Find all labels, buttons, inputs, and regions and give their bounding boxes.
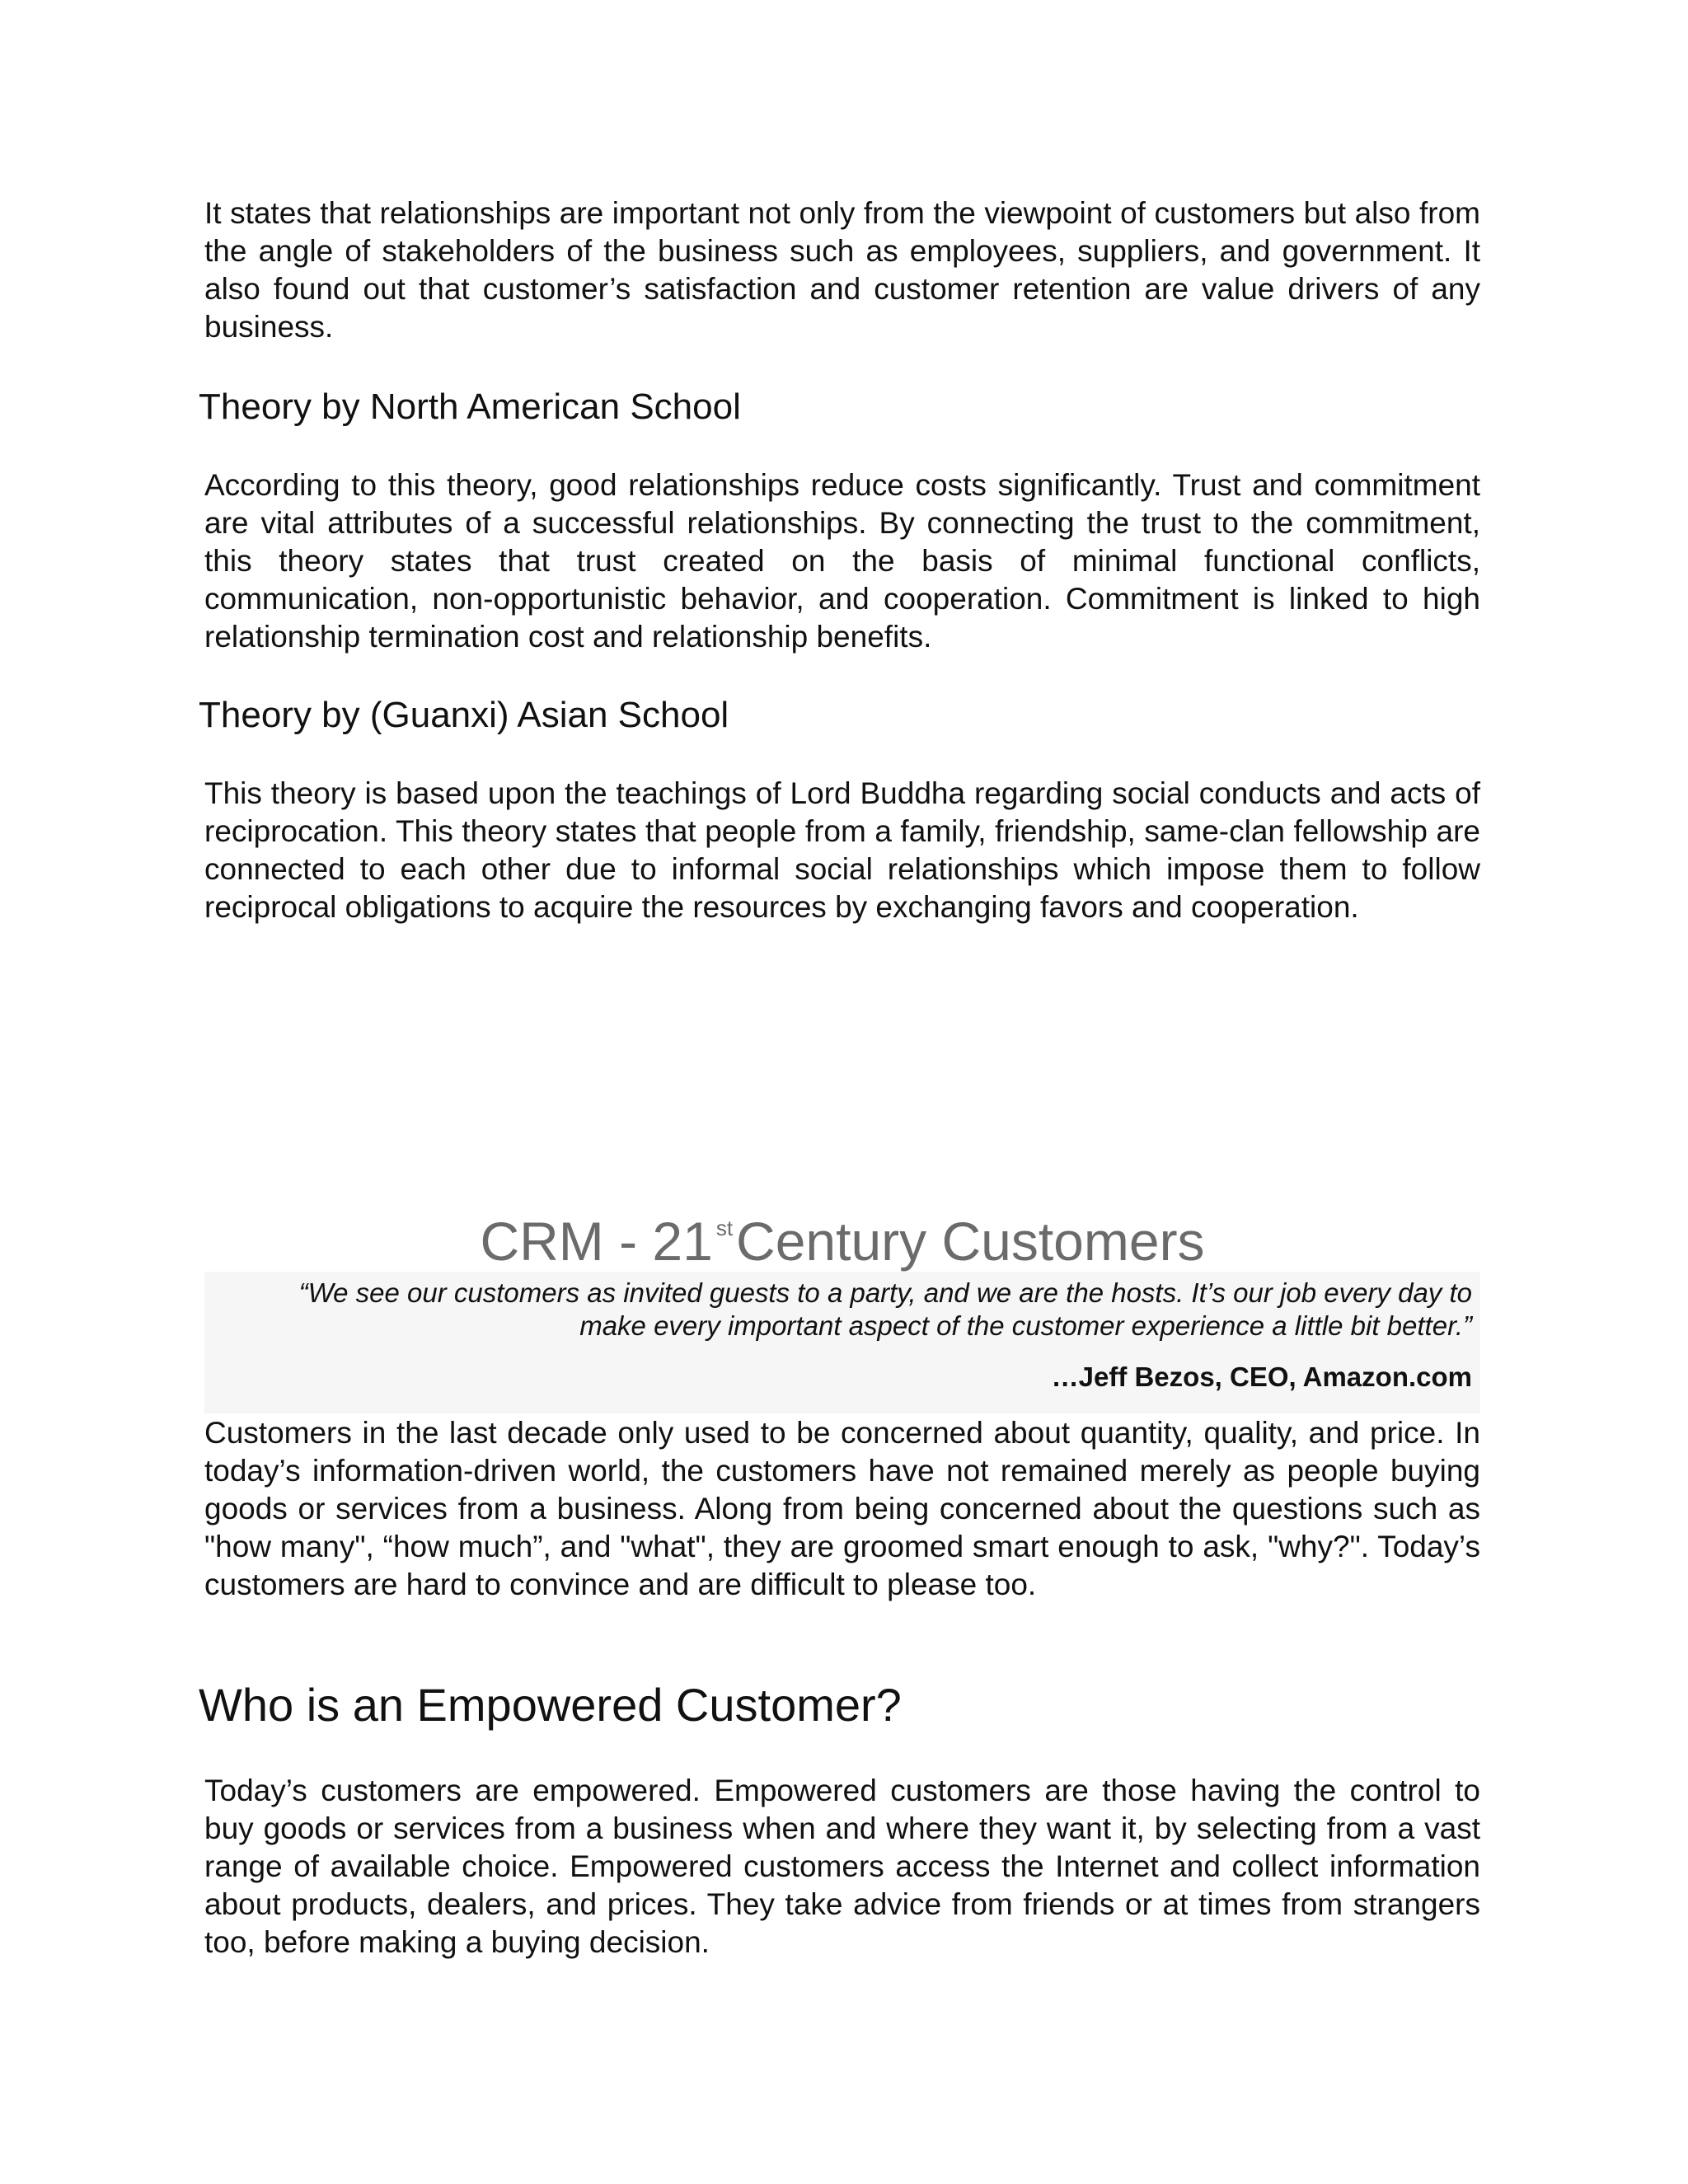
chapter-title-suffix: Century Customers	[736, 1211, 1205, 1272]
empowered-paragraph: Today’s customers are empowered. Empowered customers are those having the control to buy goods or services from a business when and where they want it, by selecting from a vast range of available choice. Empowered customers access the Internet and collect information about products, dealers, and prices. They take advice from friends or at times from strangers too, before making a buying decision.	[204, 1774, 1480, 1959]
quote-author: …Jeff Bezos, CEO, Amazon.com	[1051, 1361, 1472, 1392]
quote-text: “We see our customers as invited guests to a party, and we are the hosts. It’s our job every day to make every important aspect of the customer experience a little bit better.”	[298, 1277, 1472, 1341]
chapter-title-superscript: st	[715, 1216, 734, 1240]
heading-empowered-customer: Who is an Empowered Customer?	[199, 1679, 902, 1731]
customers-paragraph: Customers in the last decade only used to be concerned about quantity, quality, and price. In today’s information-driven world, the customers have not remained merely as people buying goods or services from a business. Along from being concerned about the questions such as "how many", “how much”, and "what", they are groomed smart enough to ask, "why?". Today’s customers are hard to convince and are difficult to please too.	[204, 1416, 1480, 1601]
chapter-title	[204, 1197, 1480, 1272]
heading-asian-school: Theory by (Guanxi) Asian School	[199, 695, 729, 735]
asian-paragraph: This theory is based upon the teachings of Lord Buddha regarding social conducts and acts of reciprocation. This theory states that people from a family, friendship, same-clan fellowship are connected to each other due to informal social relationships which impose them to follow reciprocal obligations to acquire the resources by exchanging favors and cooperation.	[204, 776, 1480, 924]
heading-north-american-school: Theory by North American School	[199, 387, 741, 427]
chapter-title-prefix: CRM - 21	[480, 1211, 713, 1272]
quote-block	[204, 1272, 1480, 1413]
north-american-paragraph: According to this theory, good relationships reduce costs significantly. Trust and commitment are vital attributes of a successful relationships. By connecting the trust to the commitment, this theory states that trust created on the basis of minimal functional conflicts, communication, non-opportunistic behavior, and cooperation. Commitment is linked to high relationship termination cost and relationship benefits.	[204, 468, 1480, 654]
intro-paragraph: It states that relationships are important not only from the viewpoint of customers but also from the angle of stakeholders of the business such as employees, suppliers, and government. It also found out that customer’s satisfaction and customer retention are value drivers of any business.	[204, 196, 1480, 344]
